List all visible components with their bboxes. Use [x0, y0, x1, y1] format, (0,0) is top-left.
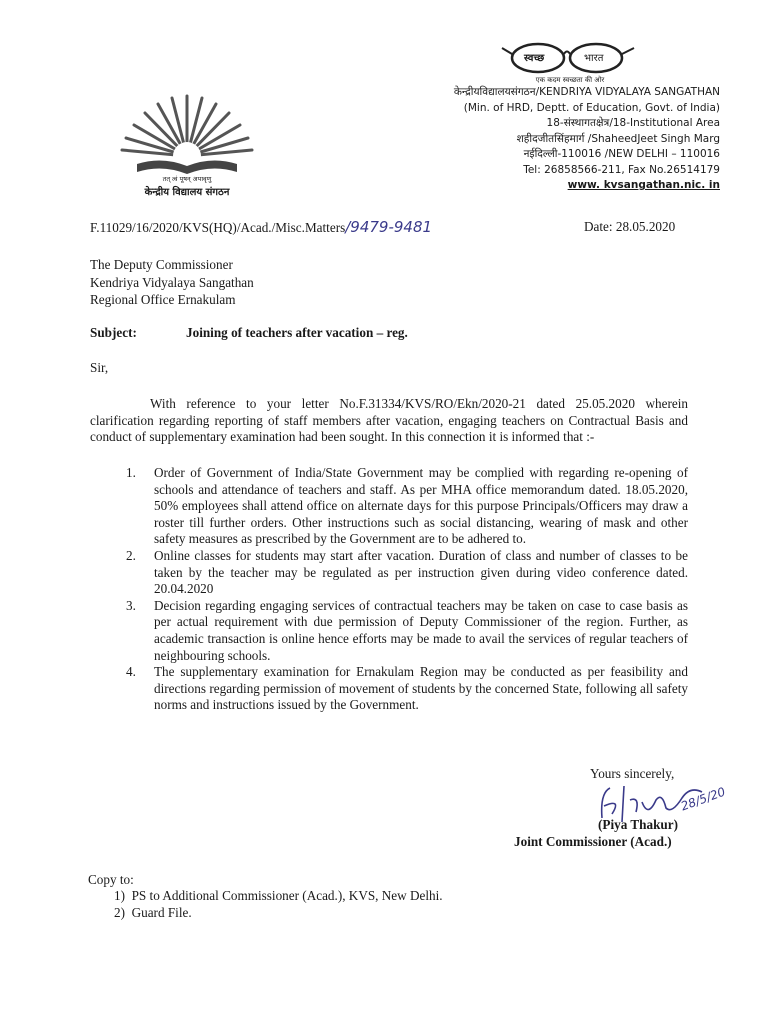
point-number: 1. [126, 465, 136, 480]
bharat-text: भारत [584, 53, 604, 64]
spectacles-icon [500, 40, 640, 78]
swachh-bharat-logo [500, 40, 640, 90]
points-list [126, 465, 688, 714]
letter-date: Date: 28.05.2020 [584, 219, 676, 234]
yours-sincerely: Yours sincerely, [590, 766, 675, 781]
handwritten-dispatch-number: /9479-9481 [345, 218, 433, 236]
subject-label: Subject: [90, 325, 137, 340]
address-line-marg: शहीदजीतसिंहमार्ग /ShaheedJeet Singh Marg [516, 132, 720, 145]
signatory-name: (Piya Thakur) [598, 817, 678, 832]
reference-text: F.11029/16/2020/KVS(HQ)/Acad./Misc.Matters [90, 220, 346, 235]
logo-motto: तत् त्वं पूषन् अपावृणु [162, 175, 212, 183]
address-line-area: 18-संस्थागतक्षेत्र/18-Institutional Area [546, 117, 720, 129]
copy-to-label: Copy to: [88, 872, 134, 887]
recipient-title: The Deputy Commissioner [90, 257, 233, 272]
kvs-logo [112, 86, 262, 204]
signatory-designation: Joint Commissioner (Acad.) [514, 834, 672, 849]
signature-date: 28/5/20 [679, 784, 728, 814]
copy-to-list [114, 888, 443, 921]
list-item: 1) PS to Additional Commissioner (Acad.), KVS, New Delhi. [114, 888, 443, 903]
address-line-ministry: (Min. of HRD, Deptt. of Education, Govt. of India) [463, 101, 720, 114]
website-link[interactable]: www. kvsangathan.nic. in [567, 179, 720, 191]
list-item [126, 598, 688, 664]
point-text: Order of Government of India/State Government may be complied with regarding re-opening of schools and attendance of teachers and staff. As per MHA office memorandum dated. 18.05.2020, 50% employees shall attend office on alternate days for this purpose Principals/Officers may draw a roster till further orders. Other instructions such as social distancing, wearing of mask and other safety measures as prescribed by the Government are to be adhered to. [154, 465, 688, 547]
recipient-office: Regional Office Ernakulam [90, 292, 236, 307]
list-item [126, 664, 688, 714]
swachh-tagline: एक कदम स्वच्छता की ओर [535, 76, 605, 84]
recipient-block [90, 256, 254, 309]
point-text: Decision regarding engaging services of contractual teachers may be taken on case to case basis as per actual requirement with due permission of Deputy Commissioner of the region. Further, as academic transaction is online hence efforts may be made to avail the services of regular teachers of neighbouring schools. [154, 597, 688, 663]
reference-number [90, 218, 432, 236]
address-line-org: केन्द्रीयविद्यालयसंगठन/KENDRIYA VIDYALAYA SANGATHAN [453, 86, 720, 98]
point-text: The supplementary examination for Ernakulam Region may be conducted as per feasibility and directions regarding permission of movement of students by the concerned State, following all safety norms and instructions issued by the Government. [154, 664, 688, 713]
rising-sun-book-icon [112, 86, 262, 178]
swachh-text: स्वच्छ [524, 53, 545, 64]
subject-text: Joining of teachers after vacation – reg. [186, 325, 408, 340]
list-item [126, 548, 688, 598]
list-item: 2) Guard File. [114, 904, 192, 920]
recipient-org: Kendriya Vidyalaya Sangathan [90, 274, 254, 290]
address-line-phone: Tel: 26858566-211, Fax No.26514179 [523, 163, 720, 176]
salutation: Sir, [90, 360, 109, 375]
point-number: 4. [126, 664, 136, 680]
list-item [126, 465, 688, 548]
address-line-city: नईदिल्ली-110016 /NEW DELHI – 110016 [523, 148, 720, 160]
intro-paragraph: With reference to your letter No.F.31334/KVS/RO/Ekn/2020-21 dated 25.05.2020 wherein clarification regarding reporting of staff members after vacation, engaging teachers on Contractual Basis and conduct of supplementary examination had been sought. In this connection it is informed that :- [90, 396, 688, 445]
logo-name-hindi: केन्द्रीय विद्यालय संगठन [144, 187, 230, 198]
point-number: 3. [126, 597, 136, 613]
point-number: 2. [126, 547, 136, 563]
address-block [454, 85, 720, 194]
point-text: Online classes for students may start after vacation. Duration of class and number of classes to be taken by the teacher may be regulated as per instruction given during video conference dated. 20.04.2020 [154, 547, 688, 597]
